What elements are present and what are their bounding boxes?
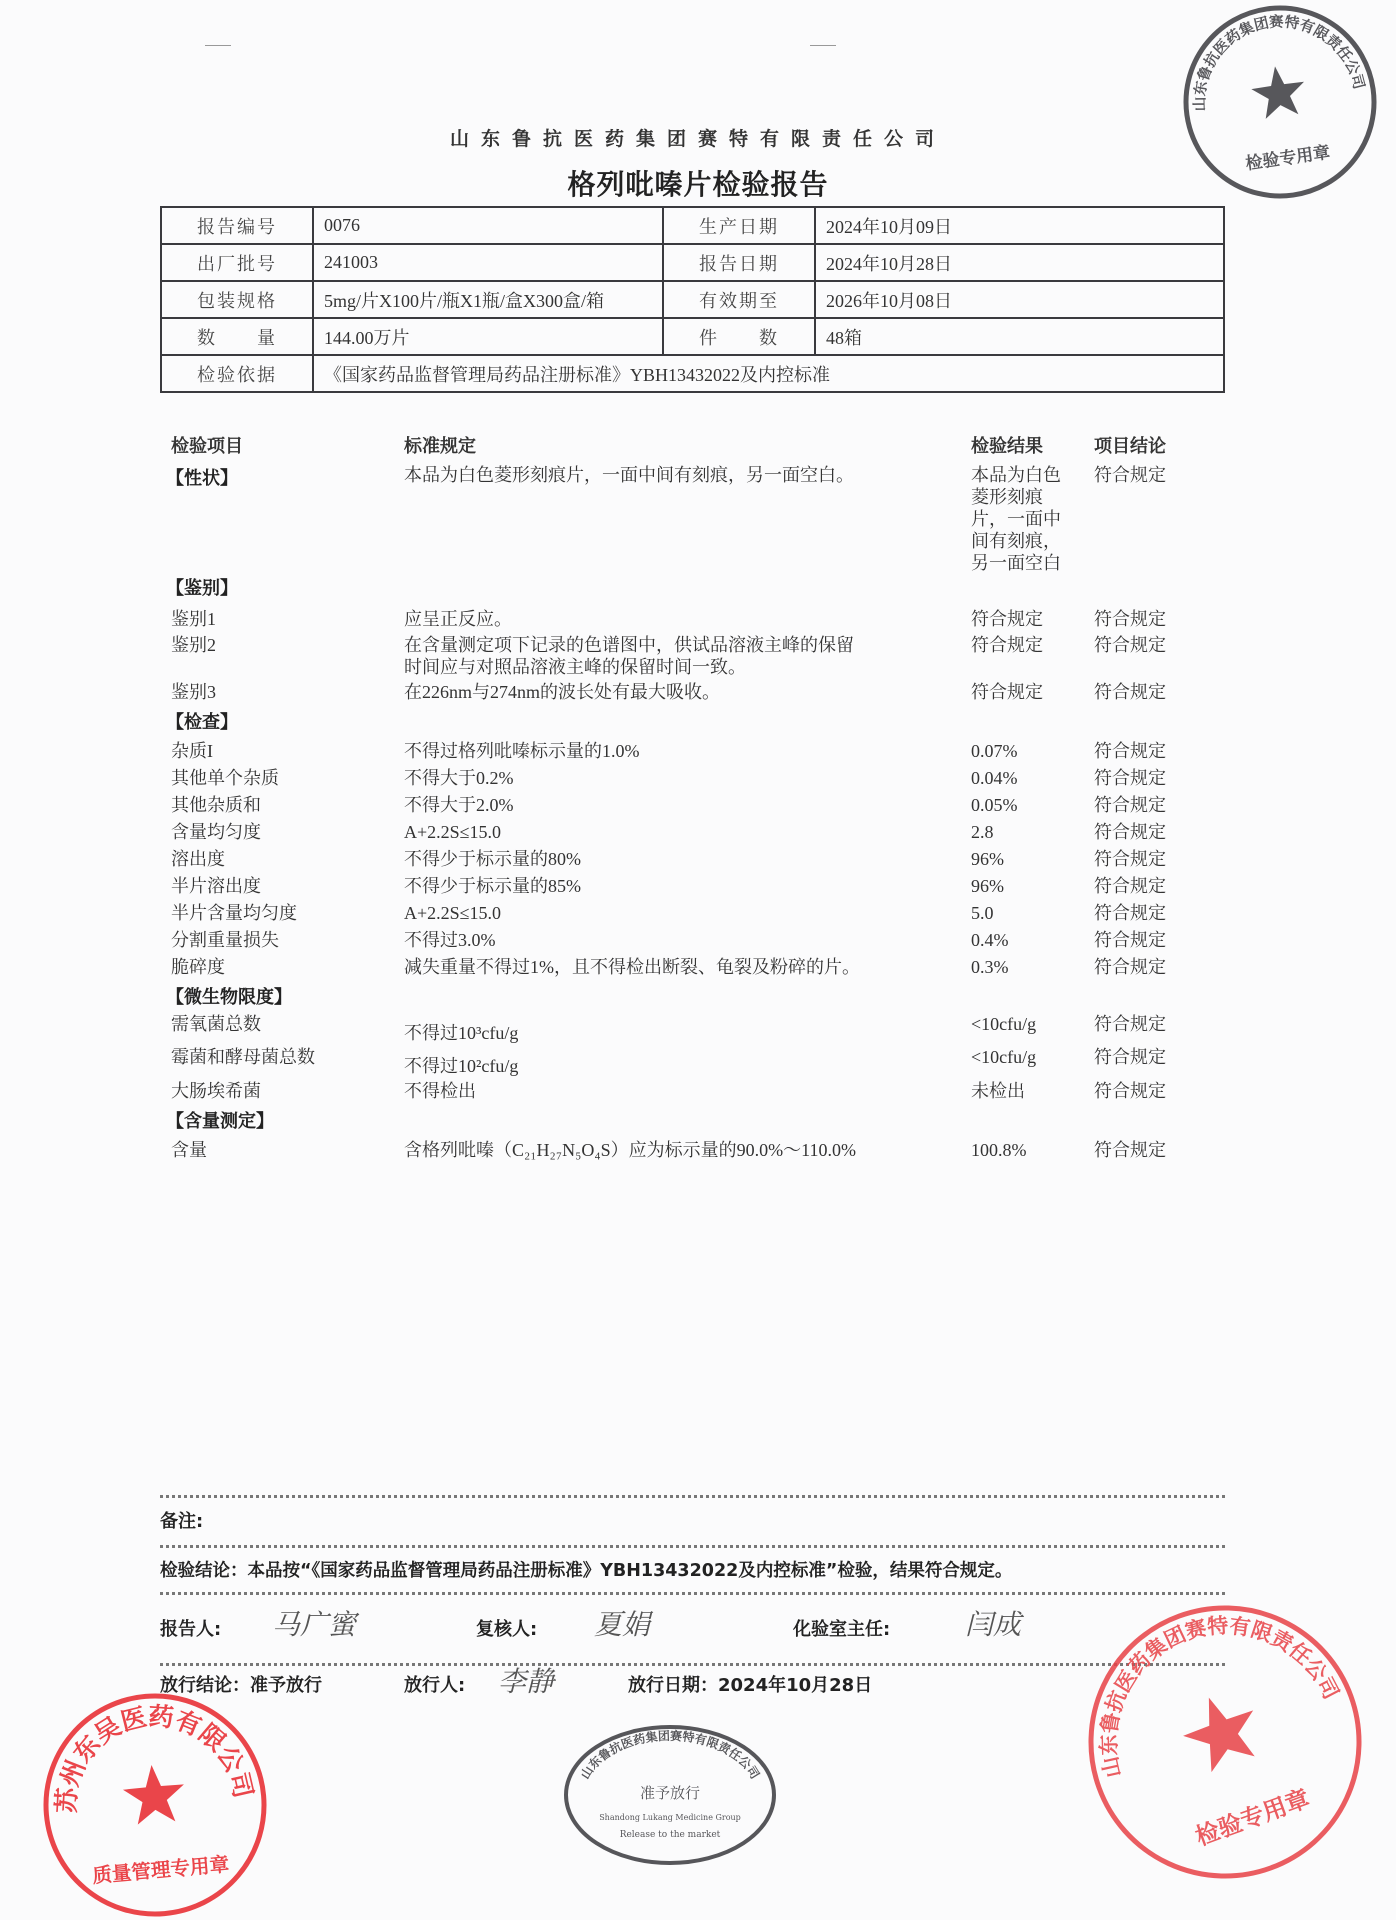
test-item: 分割重量损失 [171, 930, 279, 950]
lab-head-label: 化验室主任: [793, 1619, 891, 1640]
seal-english: Release to the market [619, 1830, 721, 1840]
seal-ring-text: 山东鲁抗医药集团赛特有限责任公司 [577, 1728, 763, 1782]
test-standard: 在226nm与274nm的波长处有最大吸收。 [404, 682, 721, 702]
test-conclusion: 符合规定 [1094, 1014, 1166, 1034]
test-conclusion: 符合规定 [1094, 822, 1166, 842]
seal-title: 准予放行 [639, 1784, 701, 1802]
reporter-label: 报告人: [160, 1619, 222, 1640]
col-header-conclusion: 项目结论 [1094, 436, 1166, 457]
test-conclusion: 符合规定 [1094, 635, 1166, 655]
test-item: 杂质I [171, 741, 213, 761]
info-label: 报告日期 [663, 244, 815, 281]
section-heading: 【微生物限度】 [166, 987, 292, 1008]
test-item: 鉴别2 [171, 635, 216, 655]
test-item: 其他单个杂质 [171, 768, 279, 788]
test-standard: A+2.2S≤15.0 [404, 822, 502, 842]
seal-title: 检验专用章 [1244, 142, 1332, 175]
info-row [161, 207, 1224, 244]
inspection-conclusion: 检验结论：本品按“《国家药品监督管理局药品注册标准》YBH13432022及内控标准”检验，结果符合规定。 [160, 1561, 1013, 1581]
seal-subtitle: Shandong Lukang Medicine Group [599, 1813, 741, 1822]
test-standard: 不得检出 [404, 1081, 476, 1101]
test-conclusion: 符合规定 [1094, 1081, 1166, 1101]
test-item: 其他杂质和 [171, 795, 261, 815]
test-item: 溶出度 [171, 849, 225, 869]
info-label: 包装规格 [161, 281, 313, 318]
test-conclusion: 符合规定 [1094, 876, 1166, 896]
scan-mark [205, 45, 231, 46]
info-label: 数 量 [161, 318, 313, 355]
info-value: 2024年10月28日 [815, 244, 1224, 281]
test-item: 含量 [171, 1140, 207, 1160]
test-result: 0.05% [971, 795, 1018, 815]
test-conclusion: 符合规定 [1094, 957, 1166, 977]
reporter-signature: 马广蜜 [272, 1608, 357, 1641]
star-icon [1249, 63, 1309, 121]
test-item: 大肠埃希菌 [171, 1081, 261, 1101]
test-result: <10cfu/g [971, 1047, 1037, 1067]
test-conclusion: 符合规定 [1094, 465, 1166, 485]
test-standard: 本品为白色菱形刻痕片，一面中间有刻痕，另一面空白。 [404, 465, 854, 485]
info-value: 241003 [313, 244, 663, 281]
info-value: 2024年10月09日 [815, 207, 1224, 244]
test-item: 需氧菌总数 [171, 1014, 261, 1034]
info-row [161, 318, 1224, 355]
test-standard: A+2.2S≤15.0 [404, 903, 502, 923]
test-result: 96% [971, 876, 1004, 896]
col-header-result: 检验结果 [971, 436, 1043, 457]
test-conclusion: 符合规定 [1094, 849, 1166, 869]
basis-label: 检验依据 [161, 355, 313, 392]
info-label: 件 数 [663, 318, 815, 355]
section-heading: 【检查】 [166, 712, 238, 733]
seal-title: 检验专用章 [1191, 1784, 1314, 1852]
test-result: 0.3% [971, 957, 1009, 977]
info-value: 48箱 [815, 318, 1224, 355]
quality-seal-bottom-left [40, 1690, 270, 1920]
section-heading: 【鉴别】 [166, 578, 238, 599]
info-value: 144.00万片 [313, 318, 663, 355]
info-value: 2026年10月08日 [815, 281, 1224, 318]
test-standard: 减失重量不得过1%，且不得检出断裂、龟裂及粉碎的片。 [404, 957, 860, 977]
col-header-standard: 标准规定 [404, 436, 476, 457]
star-icon [121, 1762, 187, 1825]
test-standard: 不得大于2.0% [404, 795, 514, 815]
test-standard: 不得大于0.2% [404, 768, 514, 788]
divider [160, 1663, 1225, 1666]
test-result: <10cfu/g [971, 1014, 1037, 1034]
info-label: 生产日期 [663, 207, 815, 244]
svg-text:山东鲁抗医药集团赛特有限责任公司 [578, 1728, 762, 1782]
col-header-item: 检验项目 [171, 436, 243, 457]
test-standard: 在含量测定项下记录的色谱图中，供试品溶液主峰的保留 时间应与对照品溶液主峰的保留时间一致。 [404, 635, 854, 677]
test-standard: 应呈正反应。 [404, 609, 512, 629]
test-item: 脆碎度 [171, 957, 225, 977]
test-standard: 不得过10²cfu/g [404, 1056, 519, 1076]
test-conclusion: 符合规定 [1094, 930, 1166, 950]
test-result: 未检出 [971, 1081, 1025, 1101]
test-item: 鉴别1 [171, 609, 216, 629]
inspection-seal-bottom-right [1085, 1602, 1365, 1882]
test-conclusion: 符合规定 [1094, 903, 1166, 923]
inspection-seal-top-right [1180, 2, 1380, 202]
test-result: 符合规定 [971, 609, 1043, 629]
test-standard: 不得少于标示量的85% [404, 876, 581, 896]
test-result: 0.4% [971, 930, 1009, 950]
test-conclusion: 符合规定 [1094, 682, 1166, 702]
report-info-table [160, 206, 1225, 393]
lab-head-signature: 闫成 [965, 1608, 1022, 1641]
info-label: 有效期至 [663, 281, 815, 318]
info-value: 0076 [313, 207, 663, 244]
releaser-label: 放行人: [404, 1675, 466, 1696]
divider [160, 1495, 1225, 1498]
test-result: 0.07% [971, 741, 1018, 761]
divider [160, 1545, 1225, 1548]
test-item: 半片含量均匀度 [171, 903, 297, 923]
info-value: 5mg/片X100片/瓶X1瓶/盒X300盒/箱 [313, 281, 663, 318]
test-result: 0.04% [971, 768, 1018, 788]
release-seal-oval [560, 1720, 780, 1870]
test-conclusion: 符合规定 [1094, 1047, 1166, 1067]
test-result: 5.0 [971, 903, 994, 923]
test-standard: 不得过格列吡嗪标示量的1.0% [404, 741, 640, 761]
test-conclusion: 符合规定 [1094, 795, 1166, 815]
test-result: 2.8 [971, 822, 994, 842]
test-conclusion: 符合规定 [1094, 768, 1166, 788]
info-label: 报告编号 [161, 207, 313, 244]
divider [160, 1592, 1225, 1595]
releaser-signature: 李静 [498, 1665, 555, 1698]
release-conclusion: 放行结论：准予放行 [160, 1675, 322, 1696]
reviewer-signature: 夏娟 [594, 1608, 651, 1641]
report-title: 格列吡嗪片检验报告 [567, 168, 829, 201]
test-item: 含量均匀度 [171, 822, 261, 842]
seal-ring-text: 山东鲁抗医药集团赛特有限责任公司 [1191, 13, 1368, 112]
test-result: 符合规定 [971, 682, 1043, 702]
test-conclusion: 符合规定 [1094, 741, 1166, 761]
test-result: 96% [971, 849, 1004, 869]
test-standard: 不得过3.0% [404, 930, 496, 950]
company-name: 山东鲁抗医药集团赛特有限责任公司 [449, 128, 947, 150]
info-row [161, 281, 1224, 318]
test-result: 本品为白色 菱形刻痕 片，一面中 间有刻痕， 另一面空白 [971, 465, 1061, 573]
basis-value: 《国家药品监督管理局药品注册标准》YBH13432022及内控标准 [313, 355, 1224, 392]
test-item: 鉴别3 [171, 682, 216, 702]
test-standard: 不得少于标示量的80% [404, 849, 581, 869]
seal-ring-text: 山东鲁抗医药集团赛特有限责任公司 [1096, 1613, 1344, 1780]
test-result: 符合规定 [971, 635, 1043, 655]
test-conclusion: 符合规定 [1094, 1140, 1166, 1160]
info-label: 出厂批号 [161, 244, 313, 281]
info-row [161, 244, 1224, 281]
star-icon [1174, 1685, 1268, 1777]
test-item: 霉菌和酵母菌总数 [171, 1047, 315, 1067]
test-conclusion: 符合规定 [1094, 609, 1166, 629]
test-standard: 含格列吡嗪（C₂₁H₂₇N₅O₄S）应为标示量的90.0%～110.0% [404, 1140, 856, 1160]
reviewer-label: 复核人: [476, 1619, 538, 1640]
test-item: 半片溶出度 [171, 876, 261, 896]
seal-title: 质量管理专用章 [91, 1852, 231, 1888]
release-date: 放行日期：2024年10月28日 [628, 1675, 873, 1696]
test-standard: 不得过10³cfu/g [404, 1023, 519, 1043]
seal-ring-text: 苏州东吴医药有限公司 [51, 1701, 258, 1814]
remark-label: 备注: [160, 1511, 204, 1532]
info-row-basis [161, 355, 1224, 392]
scan-mark [810, 45, 836, 46]
section-heading: 【含量测定】 [166, 1111, 274, 1132]
test-result: 100.8% [971, 1140, 1027, 1160]
section-heading: 【性状】 [166, 468, 238, 489]
